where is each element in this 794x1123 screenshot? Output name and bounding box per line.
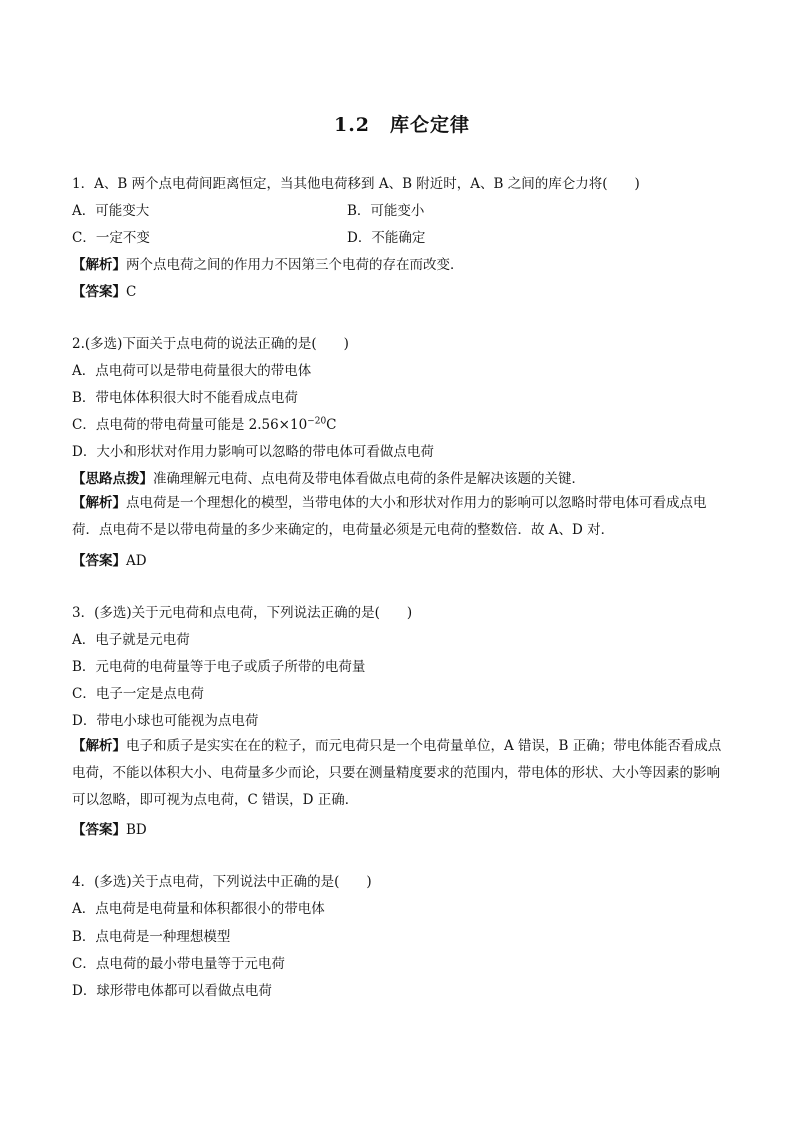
answer-text: BD xyxy=(126,822,147,838)
q4-option-a: A．点电荷是电荷量和体积都很小的带电体 xyxy=(72,901,325,917)
tip-tag: 【思路点拨】 xyxy=(72,471,153,487)
analysis-tag: 【解析】 xyxy=(72,495,126,511)
answer-text: AD xyxy=(126,553,147,569)
q1-analysis xyxy=(72,256,464,274)
answer-tag: 【答案】 xyxy=(72,284,126,300)
q2-option-d: D．大小和形状对作用力影响可以忽略的带电体可看做点电荷 xyxy=(72,444,434,460)
q4-option-d: D．球形带电体都可以看做点电荷 xyxy=(72,983,272,999)
q2-option-c-exponent: −20 xyxy=(307,416,327,427)
q2-option-c-unit: C xyxy=(326,417,337,433)
q2-answer xyxy=(72,552,147,570)
analysis-tag: 【解析】 xyxy=(72,738,126,754)
q1-stem: 1．A、B 两个点电荷间距离恒定，当其他电荷移到 A、B 附近时，A、B 之间的库仑力将( ) xyxy=(72,176,640,192)
q2-stem: 2.(多选)下面关于点电荷的说法正确的是( ) xyxy=(72,336,349,352)
answer-text: C xyxy=(126,284,137,300)
tip-text: 准确理解元电荷、点电荷及带电体看做点电荷的条件是解决该题的关键． xyxy=(153,471,585,487)
q3-analysis xyxy=(72,733,727,814)
q2-option-a: A．点电荷可以是带电荷量很大的带电体 xyxy=(72,363,312,379)
q3-option-c: C．电子一定是点电荷 xyxy=(72,686,204,702)
q1-option-a: A．可能变大 xyxy=(72,203,150,219)
answer-tag: 【答案】 xyxy=(72,553,126,569)
q2-tip xyxy=(72,470,585,488)
page-title: 1.2 库仑定律 xyxy=(333,114,471,136)
q3-answer xyxy=(72,821,147,839)
q2-option-c xyxy=(72,416,337,434)
answer-tag: 【答案】 xyxy=(72,822,126,838)
q3-stem: 3．(多选)关于元电荷和点电荷，下列说法正确的是( ) xyxy=(72,605,413,621)
analysis-text: 点电荷是一个理想化的模型，当带电体的大小和形状对作用力的影响可以忽略时带电体可看成点电荷．点电荷不是以带电荷量的多少来确定的，电荷量必须是元电荷的整数倍．故 A、D 对． xyxy=(72,495,707,538)
q2-option-b: B．带电体体积很大时不能看成点电荷 xyxy=(72,390,298,406)
analysis-text: 电子和质子是实实在在的粒子，而元电荷只是一个电荷量单位，A 错误，B 正确；带电体能否看成点电荷，不能以体积大小、电荷量多少而论，只要在测量精度要求的范围内，带电体的形状、大小等因素的影响可以忽略，即可视为点电荷，C 错误，D 正确． xyxy=(72,738,722,808)
q1-option-d: D．不能确定 xyxy=(347,230,426,246)
q4-stem: 4．(多选)关于点电荷，下列说法中正确的是( ) xyxy=(72,874,372,890)
q4-option-c: C．点电荷的最小带电量等于元电荷 xyxy=(72,956,285,972)
q3-option-d: D．带电小球也可能视为点电荷 xyxy=(72,713,259,729)
q4-option-b: B．点电荷是一种理想模型 xyxy=(72,929,231,945)
q2-analysis xyxy=(72,490,727,544)
q1-answer xyxy=(72,283,136,301)
q1-option-b: B．可能变小 xyxy=(347,203,425,219)
q3-option-a: A．电子就是元电荷 xyxy=(72,632,190,648)
q1-option-c: C．一定不变 xyxy=(72,230,150,246)
analysis-tag: 【解析】 xyxy=(72,257,126,273)
q2-option-c-text: C．点电荷的带电荷量可能是 2.56×10 xyxy=(72,417,308,433)
analysis-text: 两个点电荷之间的作用力不因第三个电荷的存在而改变． xyxy=(126,257,464,273)
q3-option-b: B．元电荷的电荷量等于电子或质子所带的电荷量 xyxy=(72,659,366,675)
